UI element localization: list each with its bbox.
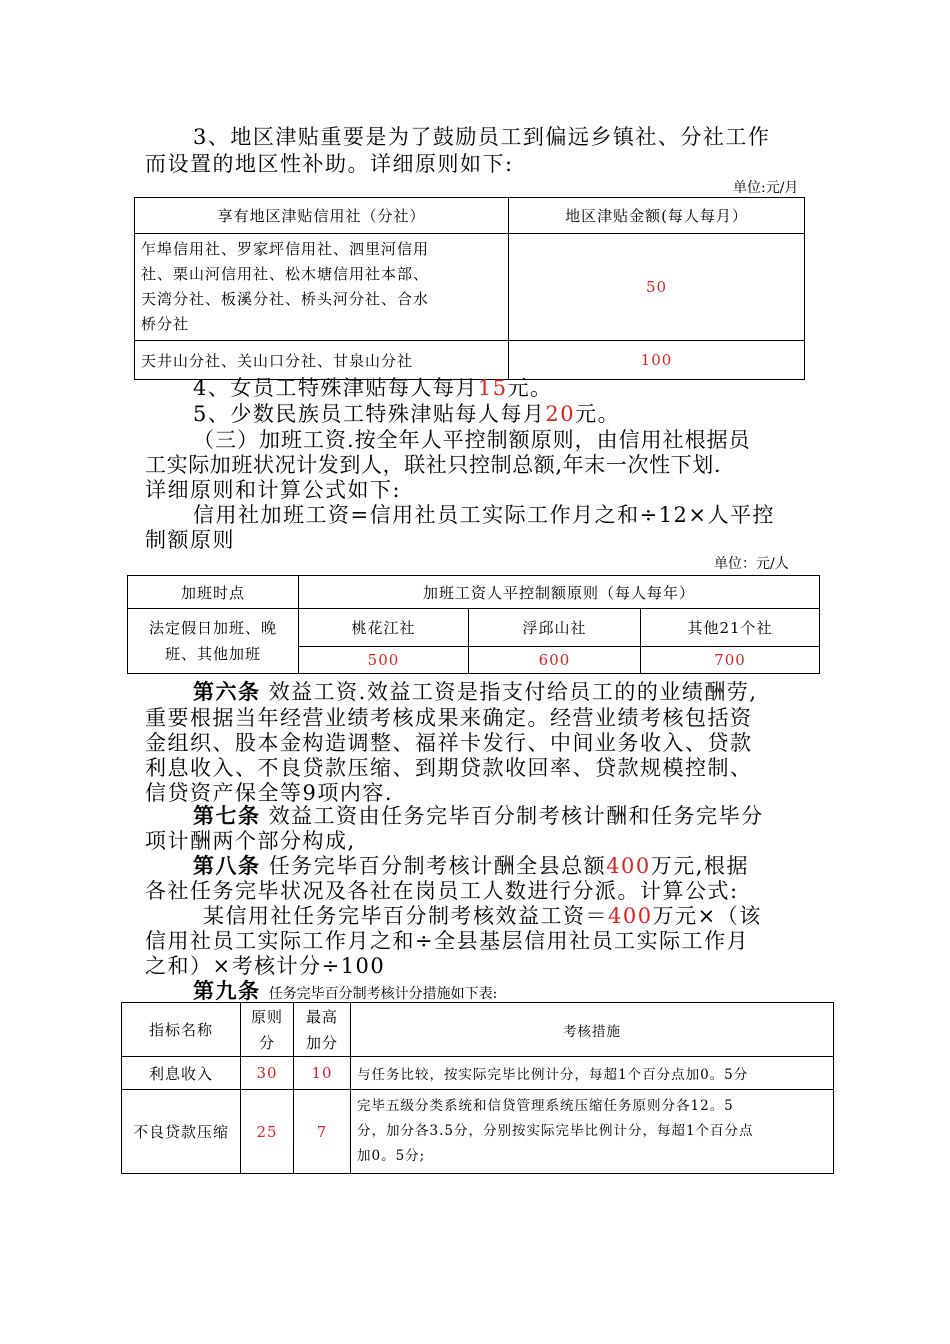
table2-header-time: 加班时点 (128, 576, 299, 609)
table3-header-max-line: 最高 (305, 1007, 338, 1026)
table2-unit: 单位：元/人 (714, 556, 789, 572)
table2-value-others: 700 (641, 647, 820, 674)
table1-row1-branches (135, 234, 509, 341)
sec3-line-2: 工实际加班状况计发到人，联社只控制总额,年末一次性下划. (145, 453, 722, 477)
table3-row1-base: 30 (241, 1057, 294, 1090)
art8-formula-end: 万元×（该 (652, 904, 762, 928)
art7-line-1 (193, 803, 764, 829)
art8-formula-2: 信用社员工实际工作月之和÷全县基层信用社员工实际工作月 (145, 929, 750, 953)
table2-col-fuqiushan: 浮邱山社 (469, 609, 641, 647)
table3-row2-max: 7 (294, 1090, 351, 1174)
table3-row2-method-line: 分，加分各3.5分，分别按实际完毕比例计分，每超1个百分点 (357, 1123, 754, 1139)
art7-text: 效益工资由任务完毕百分制考核计酬和任务完毕分 (268, 804, 764, 828)
art6-title: 第六条 (193, 679, 261, 704)
table2-col-others: 其他21个社 (641, 609, 820, 647)
table3-row2-base: 25 (241, 1090, 294, 1174)
table1-row1-line: 乍埠信用社、罗家坪信用社、泗里河信用 (141, 240, 430, 258)
scoring-table (121, 1002, 834, 1174)
table1-row1-amount: 50 (509, 234, 805, 341)
sec3-line-1: （三）加班工资.按全年人平控制额原则，由信用社根据员 (193, 428, 751, 452)
table3-row1-name: 利息收入 (122, 1057, 241, 1090)
art8-line-2: 各社任务完毕状况及各社在岗员工人数进行分派。计算公式: (145, 879, 739, 903)
table1-header-branch: 享有地区津贴信用社（分社） (135, 198, 509, 234)
table1-row1-line: 社、栗山河信用社、松木塘信用社本部、 (141, 265, 430, 283)
item-5-text: 5、少数民族员工特殊津贴每人每月 (193, 402, 546, 426)
table3-row1-method: 与任务比较，按实际完毕比例计分，每超1个百分点加0。5分 (351, 1057, 834, 1090)
table1-header-amount: 地区津贴金额(每人每月） (509, 198, 805, 234)
art9-title: 第九条 (193, 978, 261, 1003)
art9-text: 任务完毕百分制考核计分措施如下表: (268, 986, 498, 1002)
art8-formula-text: 某信用社任务完毕百分制考核效益工资＝ (203, 904, 608, 928)
art6-line-3: 金组织、股本金构造调整、福祥卡发行、中间业务收入、贷款 (145, 731, 753, 755)
formula-line-2: 制额原则 (145, 528, 235, 552)
art8-formula-1 (203, 903, 762, 929)
item-5-amount: 20 (545, 402, 576, 426)
art8-text-end: 万元,根据 (650, 854, 749, 878)
item-5-unit: 元。 (575, 402, 621, 426)
table2-value-fuqiushan: 600 (469, 647, 641, 674)
table3-header-name: 指标名称 (122, 1003, 241, 1057)
art6-line-5: 信贷资产保全等9项内容. (145, 781, 394, 805)
table1-row1-line: 桥分社 (141, 315, 190, 333)
item-4-text: 4、女员工特殊津贴每人每月 (193, 376, 478, 400)
item-4 (193, 375, 553, 401)
table2-row-label-line: 班、其他加班 (164, 645, 261, 663)
table3-row2-name: 不良贷款压缩 (122, 1090, 241, 1174)
art6-line-2: 重要根据当年经营业绩考核成果来确定。经营业绩考核包括资 (145, 706, 753, 730)
item-4-amount: 15 (477, 376, 508, 400)
table2-row-label (128, 609, 299, 674)
table3-row2-method-line: 加0。5分; (357, 1148, 426, 1164)
art6-text: 效益工资.效益工资是指支付给员工的的业绩酬劳, (268, 680, 758, 704)
table1-row2-amount: 100 (509, 341, 805, 380)
art8-amount: 400 (606, 854, 651, 878)
table3-row1-max: 10 (294, 1057, 351, 1090)
table3-header-method: 考核措施 (351, 1003, 834, 1057)
table3-header-max (294, 1003, 351, 1057)
table2-row-label-line: 法定假日加班、晚 (148, 619, 277, 637)
intro-line-1: 3、地区津贴重要是为了鼓励员工到偏远乡镇社、分社工作 (193, 125, 771, 149)
sec3-line-3: 详细原则和计算公式如下: (145, 478, 402, 502)
table3-header-max-line: 加分 (305, 1033, 338, 1052)
table3-row2-method-line: 完毕五级分类系统和信贷管理系统压缩任务原则分各12。5 (357, 1098, 734, 1114)
intro-line-2: 而设置的地区性补助。详细原则如下: (145, 152, 514, 176)
table1-row1-line: 天湾分社、板溪分社、桥头河分社、合水 (141, 290, 430, 308)
table1-unit: 单位:元/月 (733, 180, 799, 196)
art6-line-4: 利息收入、不良贷款压缩、到期贷款收回率、贷款规模控制、 (145, 756, 753, 780)
overtime-table (127, 575, 820, 674)
item-4-unit: 元。 (507, 376, 553, 400)
table3-header-base-line: 分 (258, 1033, 275, 1052)
table3-header-base (241, 1003, 294, 1057)
item-5 (193, 401, 620, 427)
art7-title: 第七条 (193, 803, 261, 828)
formula-line-1: 信用社加班工资=信用社员工实际工作月之和÷12×人平控 (193, 503, 776, 527)
art6-line-1 (193, 679, 758, 705)
table2-col-taohuajiang: 桃花江社 (299, 609, 469, 647)
art8-formula-amount: 400 (608, 904, 653, 928)
art8-formula-3: 之和）×考核计分÷100 (145, 954, 386, 978)
table1-row2-branches: 天井山分社、关山口分社、甘泉山分社 (135, 341, 509, 380)
table3-header-base-line: 原则 (250, 1007, 283, 1026)
art8-line-1 (193, 853, 749, 879)
table3-row2-method (351, 1090, 834, 1174)
art8-title: 第八条 (193, 853, 261, 878)
art8-text: 任务完毕百分制考核计酬全县总额 (268, 854, 607, 878)
art7-line-2: 项计酬两个部分构成, (145, 829, 356, 853)
table2-value-taohuajiang: 500 (299, 647, 469, 674)
table2-header-quota: 加班工资人平控制额原则（每人每年） (299, 576, 820, 609)
regional-allowance-table (134, 197, 805, 380)
